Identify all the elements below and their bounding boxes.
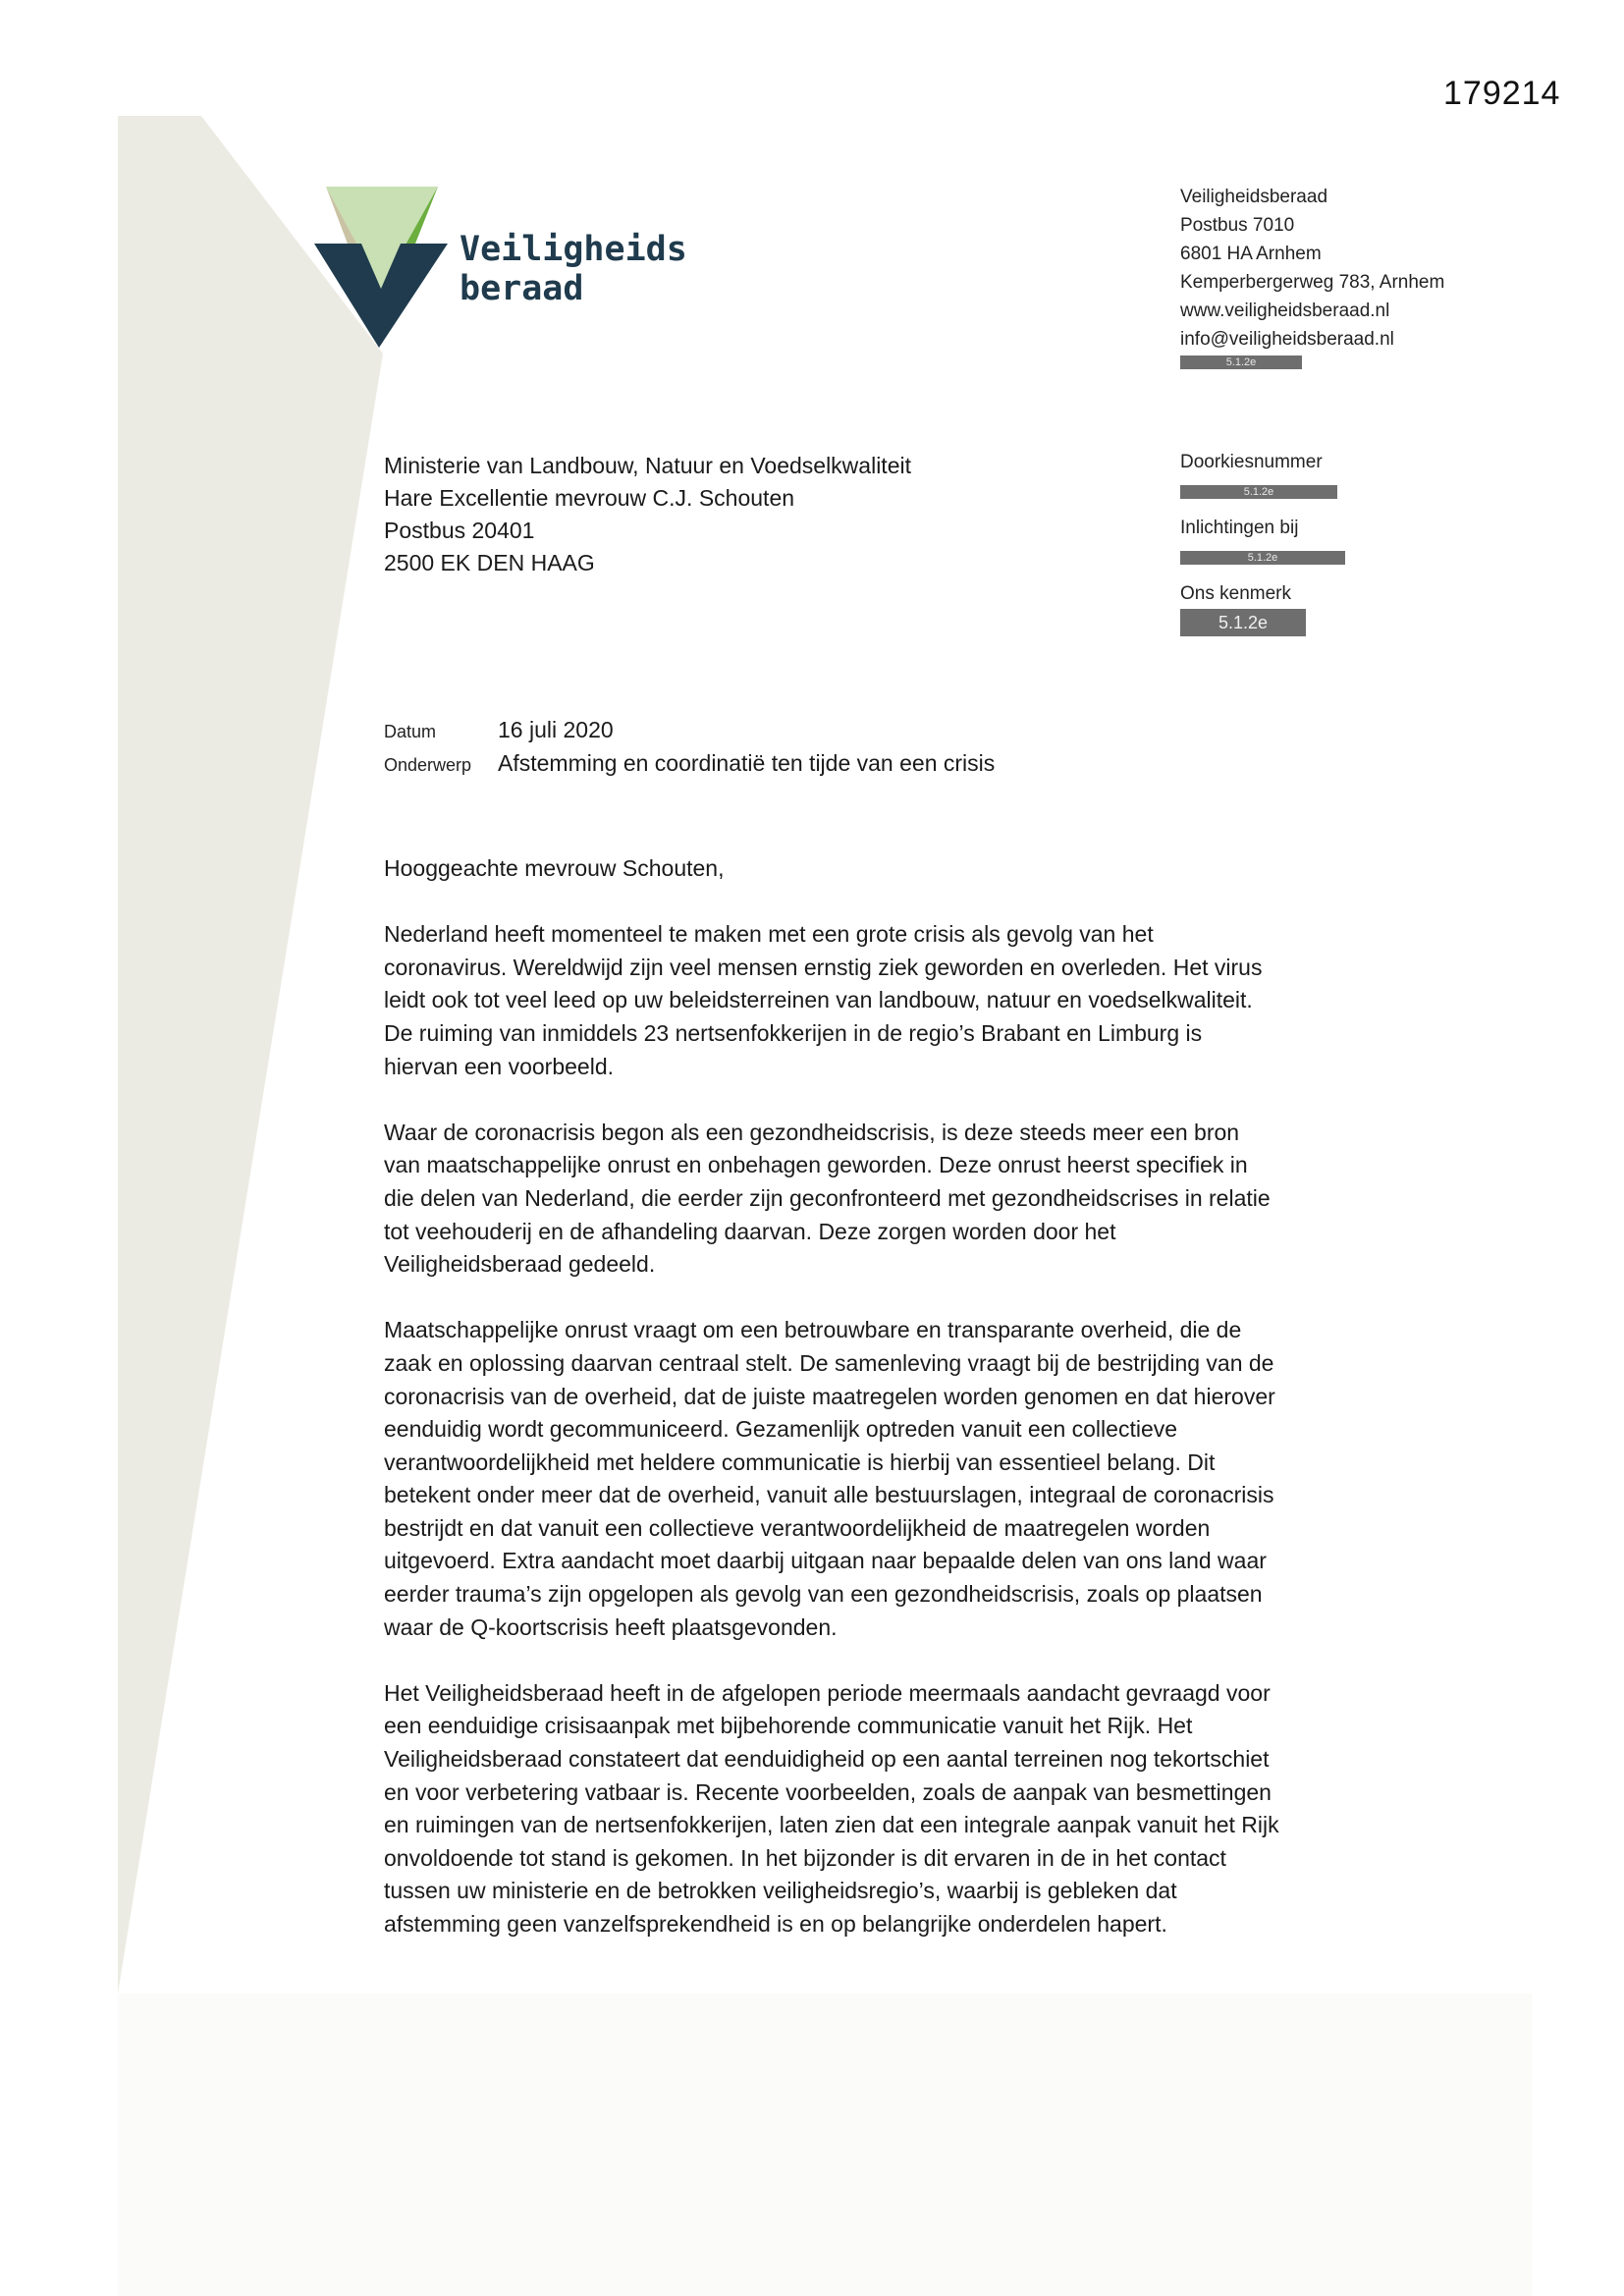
recipient-line: Hare Excellentie mevrouw C.J. Schouten: [384, 485, 795, 511]
letter-body: [384, 852, 1326, 1974]
paragraph-line: die delen van Nederland, die eerder zijn geconfronteerd met gezondheidscrises in relatie: [384, 1184, 1271, 1211]
subject-row: [384, 750, 995, 784]
paragraph-line: tot veehouderij en de afhandeling daarvan. Deze zorgen worden door het: [384, 1218, 1116, 1244]
logo-text-line1: Veiligheids: [460, 230, 687, 269]
document-number: 179214: [1443, 75, 1561, 112]
paragraph-line: uitgevoerd. Extra aandacht moet daarbij uitgaan naar bepaalde delen van ons land waar: [384, 1548, 1267, 1574]
paragraph-line: leidt ook tot veel leed op uw beleidsterreinen van landbouw, natuur en voedselkwaliteit.: [384, 987, 1253, 1013]
direct-number-redaction: 5.1.2e: [1180, 485, 1337, 499]
paragraph-line: zaak en oplossing daarvan centraal stelt. De samenleving vraagt bij de bestrijding van de: [384, 1349, 1274, 1376]
paragraph-line: Veiligheidsberaad gedeeld.: [384, 1251, 656, 1278]
sender-line: info@veiligheidsberaad.nl: [1180, 329, 1394, 350]
paragraph-line: eerder trauma’s zijn opgelopen als gevolg van een gezondheidscrisis, zoals op plaatsen: [384, 1581, 1263, 1608]
sender-line: Veiligheidsberaad: [1180, 187, 1328, 207]
body-paragraph: [384, 1314, 1326, 1644]
sender-address-block: [1180, 183, 1444, 369]
body-paragraph: [384, 1677, 1326, 1941]
recipient-line: 2500 EK DEN HAAG: [384, 550, 595, 575]
paragraph-line: en voor verbetering vatbaar is. Recente voorbeelden, zoals de aanpak van besmettingen: [384, 1778, 1272, 1805]
recipient-line: Postbus 20401: [384, 518, 535, 543]
paragraph-line: Veiligheidsberaad constateert dat eenduidigheid op een aantal terreinen nog tekortschiet: [384, 1746, 1270, 1773]
paragraph-line: van maatschappelijke onrust en onbehagen geworden. Deze onrust heerst specifiek in: [384, 1152, 1248, 1178]
paragraph-line: een eenduidige crisisaanpak met bijbehorende communicatie vanuit het Rijk. Het: [384, 1713, 1193, 1739]
information-redaction: 5.1.2e: [1180, 551, 1345, 565]
paragraph-line: en ruimingen van de nertsenfokkerijen, laten zien dat een integrale aanpak vanuit het Rijk: [384, 1812, 1279, 1838]
logo-text-line2: beraad: [460, 269, 584, 308]
reference-label: Ons kenmerk: [1180, 583, 1291, 604]
sender-line: 6801 HA Arnhem: [1180, 244, 1322, 264]
paragraph-line: betekent onder meer dat de overheid, vanuit alle bestuurslagen, integraal de coronacrisis: [384, 1482, 1274, 1508]
paragraph-line: Maatschappelijke onrust vraagt om een betrouwbare en transparante overheid, die de: [384, 1317, 1242, 1343]
paragraph-line: tussen uw ministerie en de betrokken veiligheidsregio’s, waarbij is gebleken dat: [384, 1878, 1177, 1904]
sender-line: www.veiligheidsberaad.nl: [1180, 301, 1390, 321]
salutation: Hooggeachte mevrouw Schouten,: [384, 855, 725, 881]
body-paragraph: [384, 1117, 1326, 1282]
direct-number-label: Doorkiesnummer: [1180, 452, 1323, 472]
paragraph-line: Waar de coronacrisis begon als een gezondheidscrisis, is deze steeds meer een bron: [384, 1119, 1240, 1145]
recipient-address-block: [384, 450, 911, 579]
recipient-line: Ministerie van Landbouw, Natuur en Voedselkwaliteit: [384, 453, 911, 478]
paragraph-line: afstemming geen vanzelfsprekendheid is en op belangrijke onderdelen hapert.: [384, 1911, 1167, 1937]
paragraph-line: eenduidig wordt gecommuniceerd. Gezamenlijk optreden vanuit een collectieve: [384, 1416, 1178, 1443]
reference-redaction: 5.1.2e: [1180, 609, 1306, 636]
paragraphs-container: [384, 918, 1326, 1941]
paragraph-line: coronacrisis van de overheid, dat de juiste maatregelen worden genomen en dat hierover: [384, 1383, 1275, 1409]
paragraph-line: Het Veiligheidsberaad heeft in de afgelopen periode meermaals aandacht gevraagd voor: [384, 1679, 1271, 1706]
sender-line: Kemperbergerweg 783, Arnhem: [1180, 272, 1445, 293]
paragraph-line: bestrijdt en dat vanuit een collectieve verantwoordelijkheid de maatregelen worden: [384, 1514, 1211, 1541]
paragraph-line: onvoldoende tot stand is gekomen. In het bijzonder is dit ervaren in de in het contact: [384, 1844, 1226, 1871]
paragraph-line: waar de Q-koortscrisis heeft plaatsgevonden.: [384, 1613, 838, 1640]
paragraph-line: verantwoordelijkheid met heldere communicatie is hierbij van essentieel belang. Dit: [384, 1449, 1216, 1475]
body-paragraph: [384, 918, 1326, 1083]
subject-label: Onderwerp: [384, 755, 472, 775]
paragraph-line: coronavirus. Wereldwijd zijn veel mensen ernstig ziek geworden en overleden. Het virus: [384, 954, 1263, 980]
letter-meta: [384, 717, 995, 784]
information-label: Inlichtingen bij: [1180, 518, 1299, 538]
veiligheidsberaad-logo: [314, 183, 727, 350]
paragraph-line: hiervan een voorbeeld.: [384, 1053, 614, 1079]
sender-redaction: 5.1.2e: [1180, 355, 1302, 369]
paragraph-line: Nederland heeft momenteel te maken met een grote crisis als gevolg van het: [384, 921, 1154, 948]
sender-line: Postbus 7010: [1180, 215, 1295, 236]
paragraph-line: De ruiming van inmiddels 23 nertsenfokkerijen in de regio’s Brabant en Limburg is: [384, 1019, 1203, 1046]
date-row: [384, 717, 995, 750]
date-value: 16 juli 2020: [498, 717, 614, 742]
date-label: Datum: [384, 722, 437, 741]
veiligheidsberaad-v-icon: [314, 183, 452, 350]
subject-value: Afstemming en coordinatië ten tijde van een crisis: [498, 750, 996, 776]
